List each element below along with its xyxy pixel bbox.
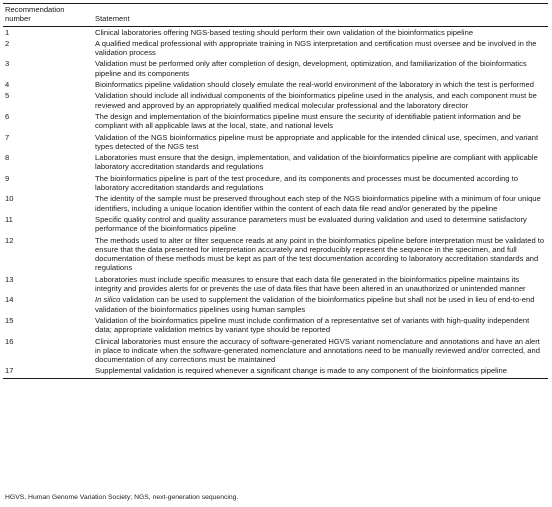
recommendation-statement: [93, 235, 548, 274]
recommendation-number: 2: [5, 38, 10, 48]
recommendation-statement: [93, 132, 548, 153]
table-row: [3, 274, 548, 295]
recommendation-number: 14: [5, 295, 14, 305]
statement-text: Laboratories must ensure that the design, implementation, and validation of the bioinformatics pipeline are compliant with applicable laboratory accreditation standards and regulations: [95, 153, 538, 172]
table-row: [3, 235, 548, 274]
recommendation-statement: [93, 38, 548, 59]
recommendation-number: 1: [5, 27, 10, 37]
header-recommendation-number: Recommendation number: [3, 4, 93, 27]
recommendation-number: 17: [3, 365, 93, 378]
statement-text: A qualified medical professional with appropriate training in NGS interpretation and certification must oversee and be involved in the validation process: [95, 38, 537, 58]
recommendation-number: 5: [5, 91, 10, 101]
statement-text: Validation of the bioinformatics pipeline must include confirmation of a representative set of variants with high-quality independent data; appropriate validation metrics by variant type should be reported: [95, 315, 530, 335]
header-statement: Statement: [93, 4, 548, 27]
table-row: [3, 90, 548, 111]
table-row: [3, 173, 548, 194]
table-row: [3, 214, 548, 235]
recommendation-number: 4: [5, 80, 10, 90]
statement-text: Supplemental validation is required whenever a significant change is made to any component of the bioinformatics pipeline: [95, 366, 507, 376]
recommendation-number: 13: [5, 274, 14, 284]
recommendation-statement: [93, 152, 548, 173]
recommendation-number: 9: [5, 173, 10, 183]
table-row: [3, 58, 548, 79]
statement-text: The methods used to alter or filter sequence reads at any point in the bioinformatics pipeline before interpretation must be validated to ensure that the data presented for interpretation accurately and reproducibly represent the sequence in the specimen, and full documentation of these methods must be kept as part of the test documentation according to laboratory accreditation standards and regulations: [95, 235, 545, 273]
recommendation-number: 11: [5, 214, 13, 224]
recommendation-number: 15: [5, 315, 14, 325]
statement-text: Validation should include all individual components of the bioinformatics pipeline used in the analysis, and each component must be reviewed and approved by an appropriately qualified medical molecular professional and the laboratory director: [95, 91, 537, 110]
table-row: [3, 132, 548, 153]
table-row: [3, 315, 548, 336]
recommendation-number: 7: [5, 132, 10, 142]
statement-italic-term: In silico: [95, 295, 121, 305]
recommendation-statement: [93, 193, 548, 214]
recommendation-number: 8: [5, 153, 10, 163]
table-row: [3, 79, 548, 90]
recommendation-number: 6: [5, 111, 10, 121]
statement-text: The bioinformatics pipeline is part of the test procedure, and its components and processes must be documented according to laboratory accreditation standards and regulations: [95, 173, 518, 193]
table-row: [3, 111, 548, 132]
recommendation-statement: [93, 274, 548, 295]
statement-text: Laboratories must include specific measures to ensure that each data file generated in the bioinformatics pipeline maintains its integrity and provides alerts for or prevents the use of data files that have been altered in an unauthorized or unintended manner: [95, 274, 526, 294]
table-row: [3, 152, 548, 173]
statement-text: Clinical laboratories offering NGS-based testing should perform their own validation of the bioinformatics pipeline: [95, 27, 474, 37]
statement-text: Clinical laboratories must ensure the accuracy of software-generated HGVS variant nomenclature and annotations and have an alert in place to indicate when the software-generated nomenclature and annotations need to be manually reviewed and/or corrected, and documentation of any corrections must be maintained: [95, 336, 540, 365]
statement-text: Specific quality control and quality assurance parameters must be evaluated during validation and used to determine satisfactory performance of the bioinformatics pipeline: [95, 214, 527, 234]
recommendation-statement: [93, 365, 548, 378]
recommendation-statement: [93, 173, 548, 194]
table-body: [3, 26, 548, 378]
recommendation-statement: [93, 90, 548, 111]
table-row: [3, 26, 548, 38]
recommendations-table: [3, 3, 548, 379]
recommendation-statement: [93, 58, 548, 79]
table-row: [3, 336, 548, 366]
recommendation-statement: [93, 214, 548, 235]
statement-text: The design and implementation of the bioinformatics pipeline must ensure the security of identifiable patient information and be compliant with all applicable laws at the local, state, and national levels: [95, 111, 521, 131]
table-header-row: [3, 4, 548, 27]
table-row: [3, 365, 548, 378]
statement-text: Bioinformatics pipeline validation should closely emulate the real-world environment of the laboratory in which the test is performed: [95, 80, 534, 90]
table-header: [3, 4, 548, 27]
recommendation-statement: [93, 336, 548, 366]
table-footnote: HGVS, Human Genome Variation Society; NGS, next-generation sequencing.: [5, 494, 239, 501]
recommendation-number: 12: [5, 235, 14, 245]
recommendation-number: 10: [5, 194, 14, 204]
recommendation-number: 3: [5, 59, 10, 69]
recommendation-statement: [93, 79, 548, 90]
statement-text: Validation must be performed only after completion of design, development, optimization, and familiarization of the bioinformatics pipeline and its components: [95, 59, 527, 78]
recommendation-statement: [93, 315, 548, 336]
statement-text: The identity of the sample must be preserved throughout each step of the NGS bioinformatics pipeline with a minimum of four unique identifiers, including a unique location identifier within the content of each data file read and/or generated by the pipeline: [95, 194, 541, 213]
recommendation-statement: [93, 294, 548, 315]
recommendation-statement: [93, 111, 548, 132]
statement-text: validation can be used to supplement the validation of the bioinformatics pipeline but shall not be used in lieu of end-to-end validation of the bioinformatics pipelines using human samples: [95, 295, 535, 314]
recommendation-statement: [93, 26, 548, 38]
recommendation-number: 16: [5, 336, 14, 346]
table-row: [3, 294, 548, 315]
table-row: [3, 193, 548, 214]
statement-text: Validation of the NGS bioinformatics pipeline must be appropriate and applicable for the intended clinical use, specimen, and variant types detected of the NGS test: [95, 132, 539, 151]
table-row: [3, 38, 548, 59]
